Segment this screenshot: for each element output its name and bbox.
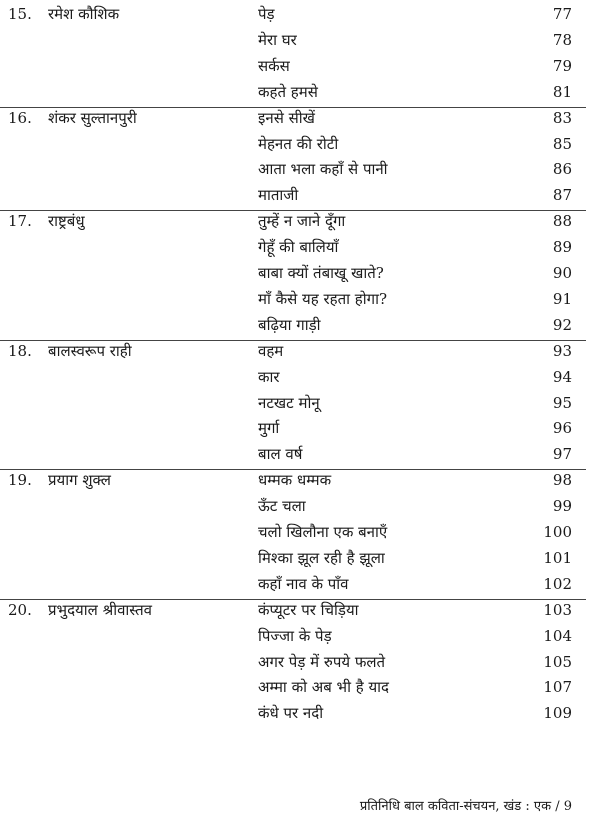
toc-entry [0,313,600,339]
section-number: 17. [8,212,32,231]
poem-title: गेहूँ की बालियाँ [258,238,339,257]
page-number: 97 [552,445,572,464]
poem-title: वहम [258,341,284,360]
page-number: 105 [543,652,572,671]
poem-title: तुम्हें न जाने दूँगा [258,212,346,231]
page-number: 83 [552,108,572,127]
poem-title: अगर पेड़ में रुपये फलते [258,652,386,671]
toc-entry [0,598,600,624]
toc-entry [0,183,600,209]
page-number: 103 [543,600,572,619]
page-number: 90 [552,264,572,282]
section-number: 16. [8,108,32,127]
page-number: 100 [543,523,572,541]
poem-title: अम्मा को अब भी है याद [258,678,390,697]
section-number: 15. [8,5,32,23]
toc-entry [0,80,600,106]
toc-entry [0,2,600,28]
section-number: 19. [8,471,32,490]
page-footer: प्रतिनिधि बाल कविता-संचयन, खंड : एक / 9 [359,799,572,814]
poem-title: बाबा क्यों तंबाखू खाते? [258,264,384,282]
toc-entry [0,416,600,442]
poem-title: इनसे सीखें [258,108,315,127]
poem-title: पिज्जा के पेड़ [258,626,332,645]
poem-title: मिश्का झूल रही है झूला [258,548,385,567]
section-number: 20. [8,600,32,619]
poem-title: बढ़िया गाड़ी [258,315,321,334]
page-number: 81 [552,82,572,101]
toc-entry [0,235,600,261]
toc-entry [0,339,600,365]
poem-title: मेहनत की रोटी [258,134,339,153]
author-name: रमेश कौशिक [48,5,120,23]
toc-entry [0,675,600,701]
poem-title: पेड़ [258,5,275,23]
toc-entry [0,650,600,676]
page-number: 99 [552,497,572,516]
toc-entry [0,365,600,391]
toc-entry [0,209,600,235]
toc-entry [0,261,600,287]
toc-entry [0,391,600,417]
page-number: 96 [552,419,572,438]
toc-entry [0,701,600,727]
page-number: 93 [552,341,572,360]
page-number: 98 [552,471,572,490]
page-number: 86 [552,160,572,179]
page-number: 104 [543,626,572,645]
page-number: 79 [552,56,572,75]
toc-entry [0,468,600,494]
toc-entry [0,520,600,546]
poem-title: ऊँट चला [258,497,306,516]
poem-title: मुर्गा [258,419,280,438]
author-name: बालस्वरूप राही [48,341,132,360]
toc-entry [0,494,600,520]
poem-title: धम्मक धम्मक [258,471,332,490]
toc-entry [0,106,600,132]
poem-title: कंधे पर नदी [258,704,324,723]
poem-title: चलो खिलौना एक बनाएँ [258,523,388,541]
toc-entry [0,624,600,650]
page-number: 102 [543,574,572,593]
poem-title: कंप्यूटर पर चिड़िया [258,600,359,619]
poem-title: कार [258,367,280,386]
toc-entry [0,157,600,183]
page-number: 77 [552,5,572,23]
page-number: 85 [552,134,572,153]
page-number: 89 [552,238,572,257]
poem-title: कहते हमसे [258,82,318,101]
poem-title: बाल वर्ष [258,445,303,464]
toc-entry [0,572,600,598]
poem-title: माताजी [258,186,299,205]
poem-title: नटखट मोनू [258,393,320,412]
toc-entry [0,442,600,468]
poem-title: सर्कस [258,56,290,75]
toc-entry [0,28,600,54]
page-number: 95 [552,393,572,412]
page-number: 94 [552,367,572,386]
toc-entry [0,54,600,80]
author-name: प्रयाग शुक्ल [48,471,111,490]
page-number: 92 [552,315,572,334]
author-name: शंकर सुल्तानपुरी [48,108,137,127]
page-number: 91 [552,289,572,308]
page-number: 78 [552,30,572,49]
page-number: 88 [552,212,572,231]
page-number: 87 [552,186,572,205]
page-number: 109 [543,704,572,723]
page-number: 107 [543,678,572,697]
toc-entry [0,546,600,572]
poem-title: मेरा घर [258,30,297,49]
page-number: 101 [543,548,572,567]
author-name: प्रभुदयाल श्रीवास्तव [48,600,153,619]
toc-entry [0,132,600,158]
poem-title: आता भला कहाँ से पानी [258,160,388,179]
section-number: 18. [8,341,32,360]
poem-title: कहाँ नाव के पाँव [258,574,349,593]
toc-entry [0,287,600,313]
author-name: राष्ट्रबंधु [48,212,85,231]
poem-title: माँ कैसे यह रहता होगा? [258,289,388,308]
